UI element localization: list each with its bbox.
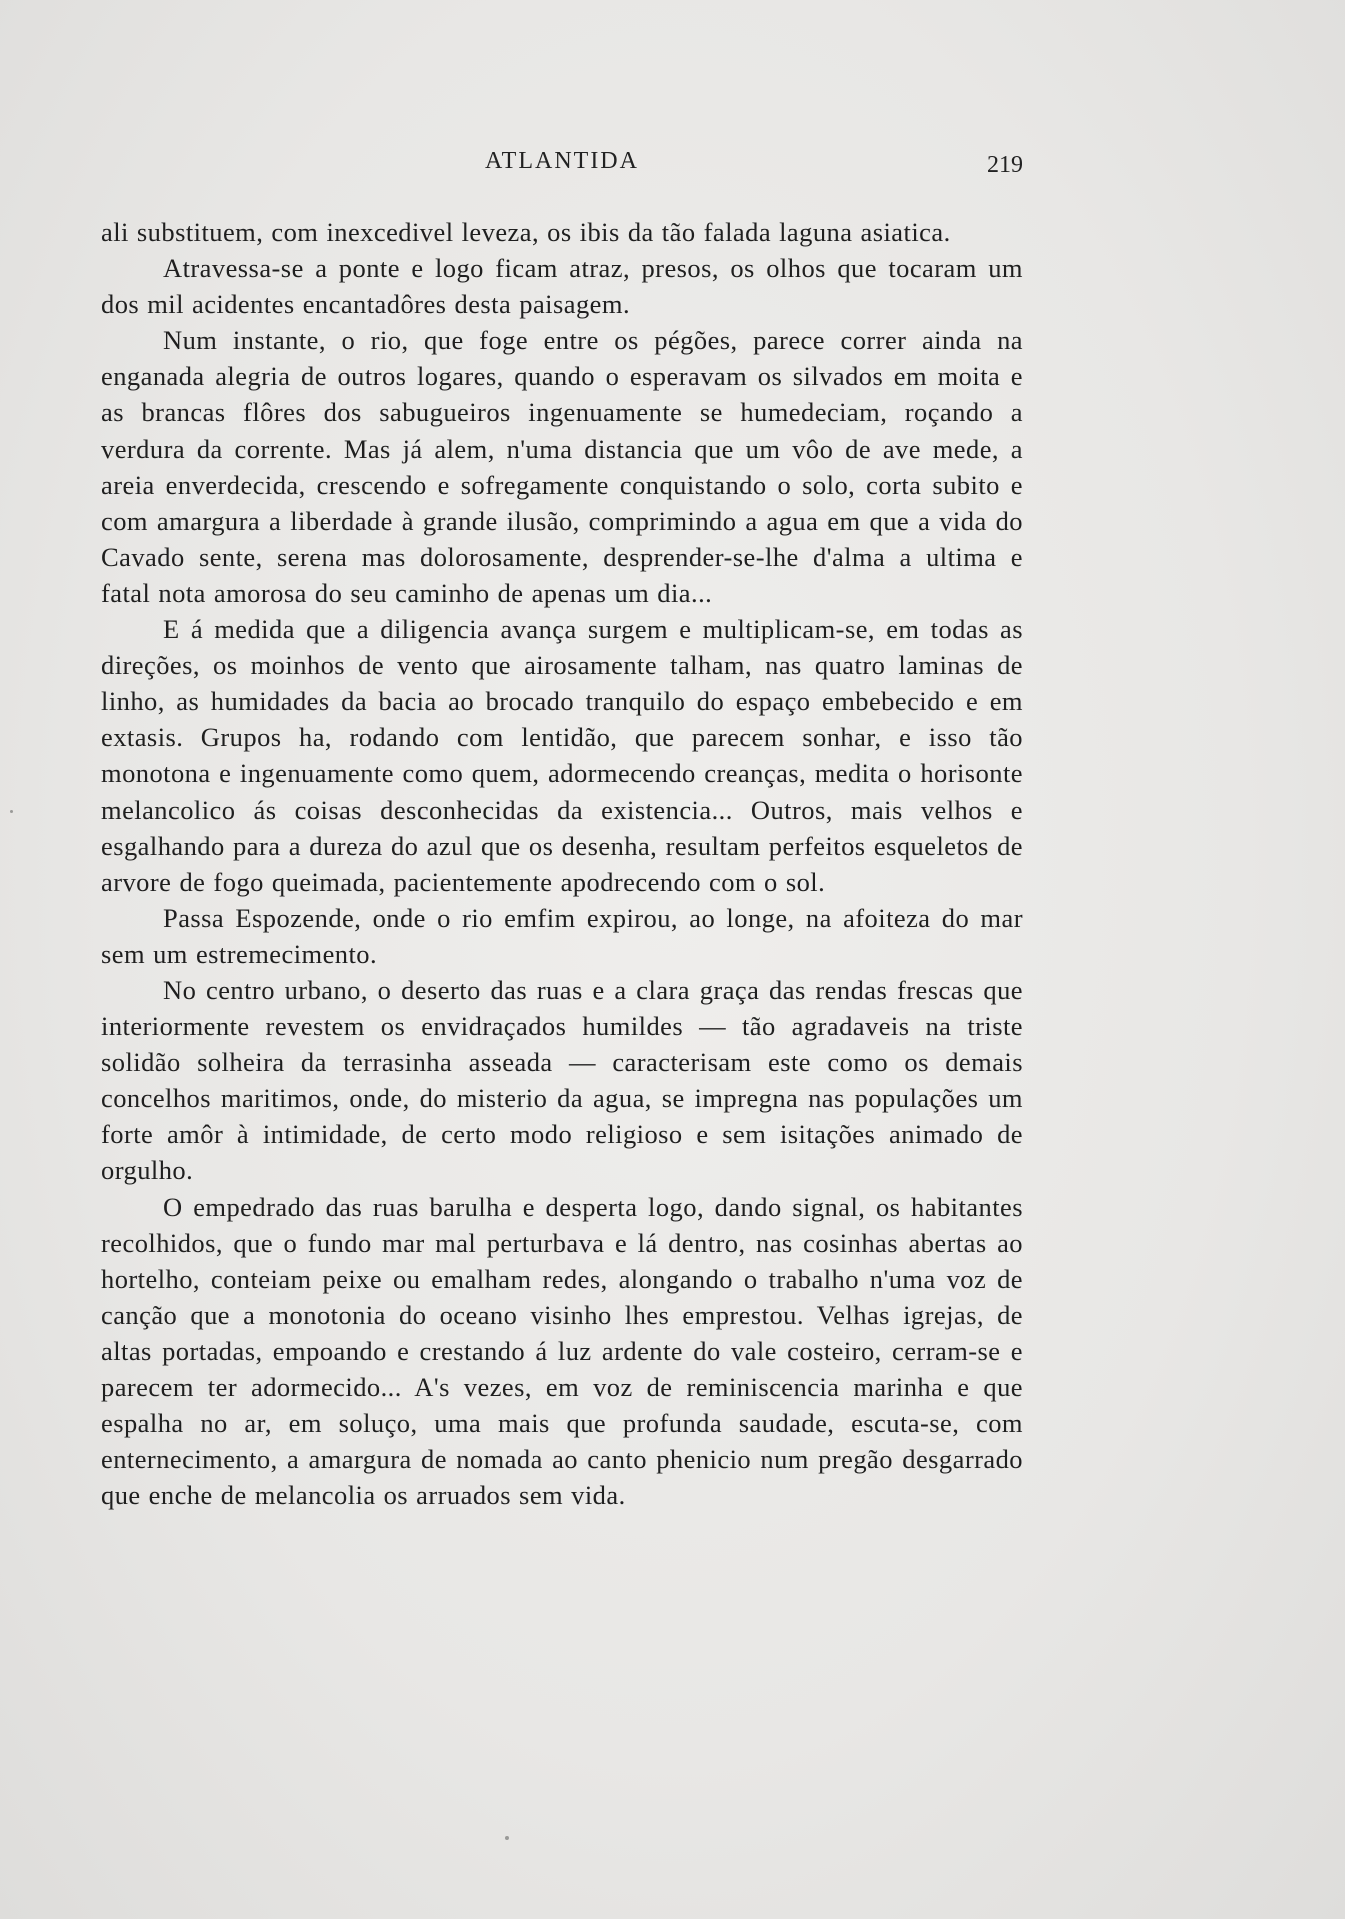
- paper-speck: [505, 1836, 509, 1840]
- paragraph: Atravessa-se a ponte e logo ficam atraz, presos, os olhos que tocaram um dos mil acidentes encantadôres desta paisagem.: [101, 253, 1023, 320]
- paragraph: Num instante, o rio, que foge entre os pégões, parece correr ainda na enganada alegria de outros logares, quando o esperavam os silvados em moita e as brancas flôres dos sabugueiros ingenuamente se humedeciam, roçando a verdura da corrente. Mas já alem, n'uma distancia que um vôo de ave mede, a areia enverdecida, crescendo e sofregamente conquistando o solo, corta subito e com amargura a liberdade à grande ilusão, comprimindo a agua em que a vida do Cavado sente, serena mas dolorosamente, desprender-se-lhe d'alma a ultima e fatal nota amorosa do seu caminho de apenas um dia...: [101, 325, 1023, 608]
- paper-speck: [10, 810, 13, 813]
- page-header: [101, 148, 1023, 188]
- paragraph: Passa Espozende, onde o rio emfim expirou, ao longe, na afoiteza do mar sem um estremecimento.: [101, 902, 1023, 969]
- paragraph: O empedrado das ruas barulha e desperta logo, dando signal, os habitantes recolhidos, que o fundo mar mal perturbava e lá dentro, nas cosinhas abertas ao hortelho, conteiam peixe ou emalham redes, alongando o trabalho n'uma voz de canção que a monotonia do oceano visinho lhes emprestou. Velhas igrejas, de altas portadas, empoando e crestando á luz ardente do vale costeiro, cerram-se e parecem ter adormecido... A's vezes, em voz de reminiscencia marinha e que espalha no ar, em soluço, uma mais que profunda saudade, escuta-se, com enternecimento, a amargura de nomada ao canto phenicio num pregão desgarrado que enche de melancolia os arruados sem vida.: [101, 1191, 1023, 1511]
- paragraph: E á medida que a diligencia avança surgem e multiplicam-se, em todas as direções, os moinhos de vento que airosamente talham, nas quatro laminas de linho, as humidades da bacia ao brocado tranquilo do espaço embebecido e em extasis. Grupos ha, rodando com lentidão, que parecem sonhar, e isso tão monotona e ingenuamente como quem, adormecendo creanças, medita o horisonte melancolico ás coisas desconhecidas da existencia... Outros, mais velhos e esgalhando para a dureza do azul que os desenha, resultam perfeitos esqueletos de arvore de fogo queimada, pacientemente apodrecendo com o sol.: [101, 614, 1023, 897]
- page-number: 219: [987, 152, 1023, 178]
- paragraph: ali substituem, com inexcedivel leveza, os ibis da tão falada laguna asiatica.: [101, 217, 951, 247]
- body-text: [101, 214, 1023, 1513]
- paragraph: No centro urbano, o deserto das ruas e a clara graça das rendas frescas que interiormente revestem os envidraçados humildes — tão agradaveis na triste solidão solheira da terrasinha asseada — caracterisam este como os demais concelhos maritimos, onde, do misterio da agua, se impregna nas populações um forte amôr à intimidade, de certo modo religioso e sem isitações animado de orgulho.: [101, 974, 1023, 1186]
- running-title: ATLANTIDA: [485, 148, 639, 174]
